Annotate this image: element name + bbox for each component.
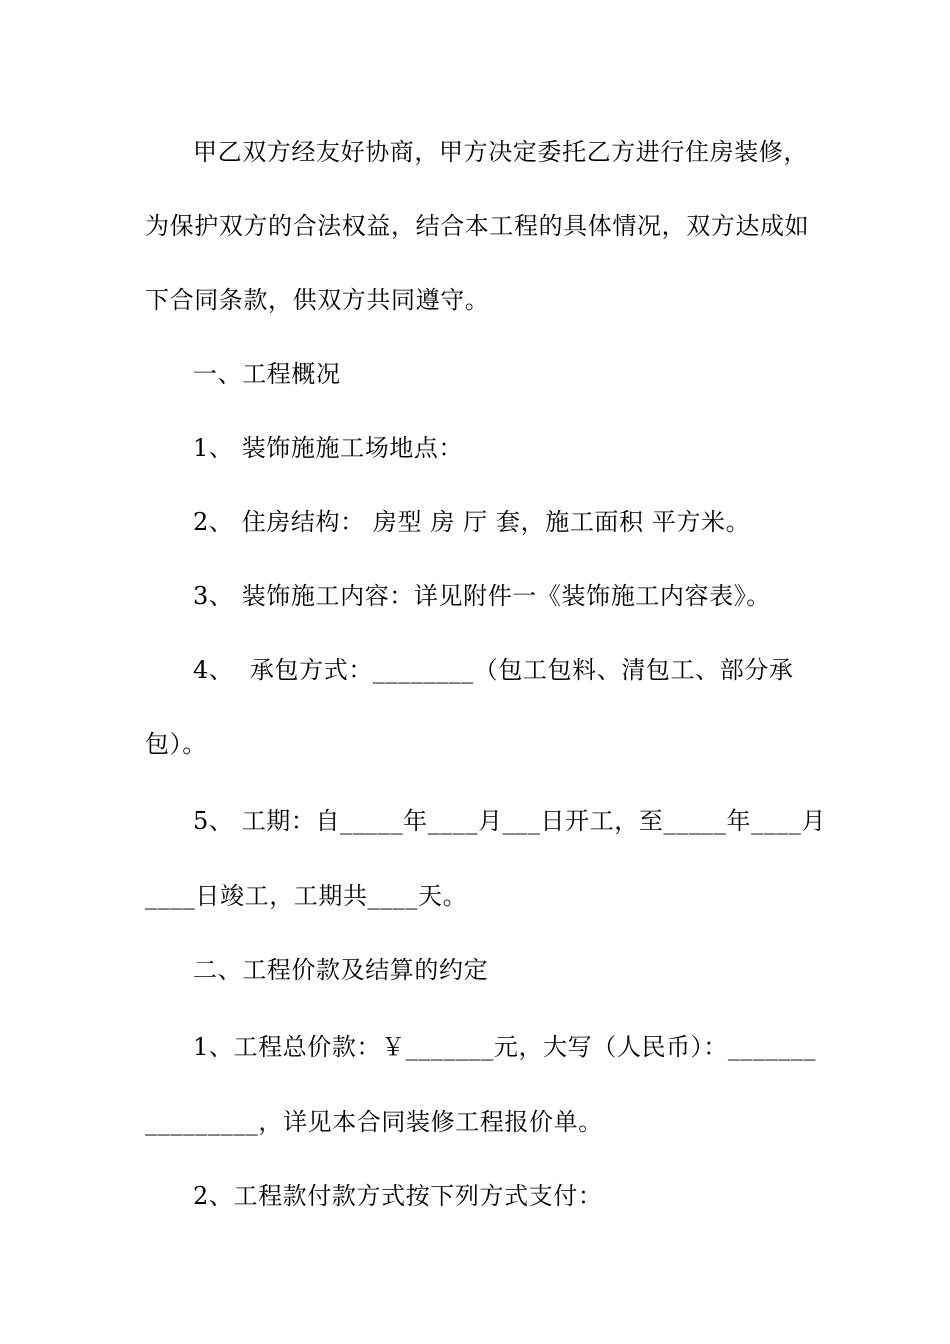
item-total-price-cont: _________，详见本合同装修工程报价单。 (145, 1108, 603, 1136)
item-contract-method-cont: 包）。 (145, 730, 207, 758)
intro-line-2: 为保护双方的合法权益，结合本工程的具体情况，双方达成如 (145, 212, 810, 240)
intro-line-1: 甲乙双方经友好协商，甲方决定委托乙方进行住房装修， (193, 138, 808, 166)
item-schedule-cont: ____日竣工，工期共____天。 (145, 882, 468, 910)
item-site-location: 1、 装饰施施工场地点： (193, 434, 464, 462)
item-contract-method: 4、 承包方式：________（包工包料、清包工、部分承 (193, 656, 794, 684)
intro-line-3: 下合同条款，供双方共同遵守。 (145, 286, 490, 314)
item-construction-content: 3、 装饰施工内容：详见附件一《装饰施工内容表》。 (193, 582, 771, 610)
item-schedule: 5、 工期：自_____年____月___日开工，至_____年____月 (193, 807, 827, 835)
item-payment-method: 2、工程款付款方式按下列方式支付： (193, 1182, 603, 1210)
item-house-structure: 2、 住房结构： 房型 房 厅 套，施工面积 平方米。 (193, 508, 751, 536)
section-heading-1: 一、工程概况 (193, 360, 341, 388)
section-heading-2: 二、工程价款及结算的约定 (193, 956, 489, 984)
item-total-price: 1、工程总价款：￥_______元，大写（人民币）：_______ (193, 1033, 817, 1061)
